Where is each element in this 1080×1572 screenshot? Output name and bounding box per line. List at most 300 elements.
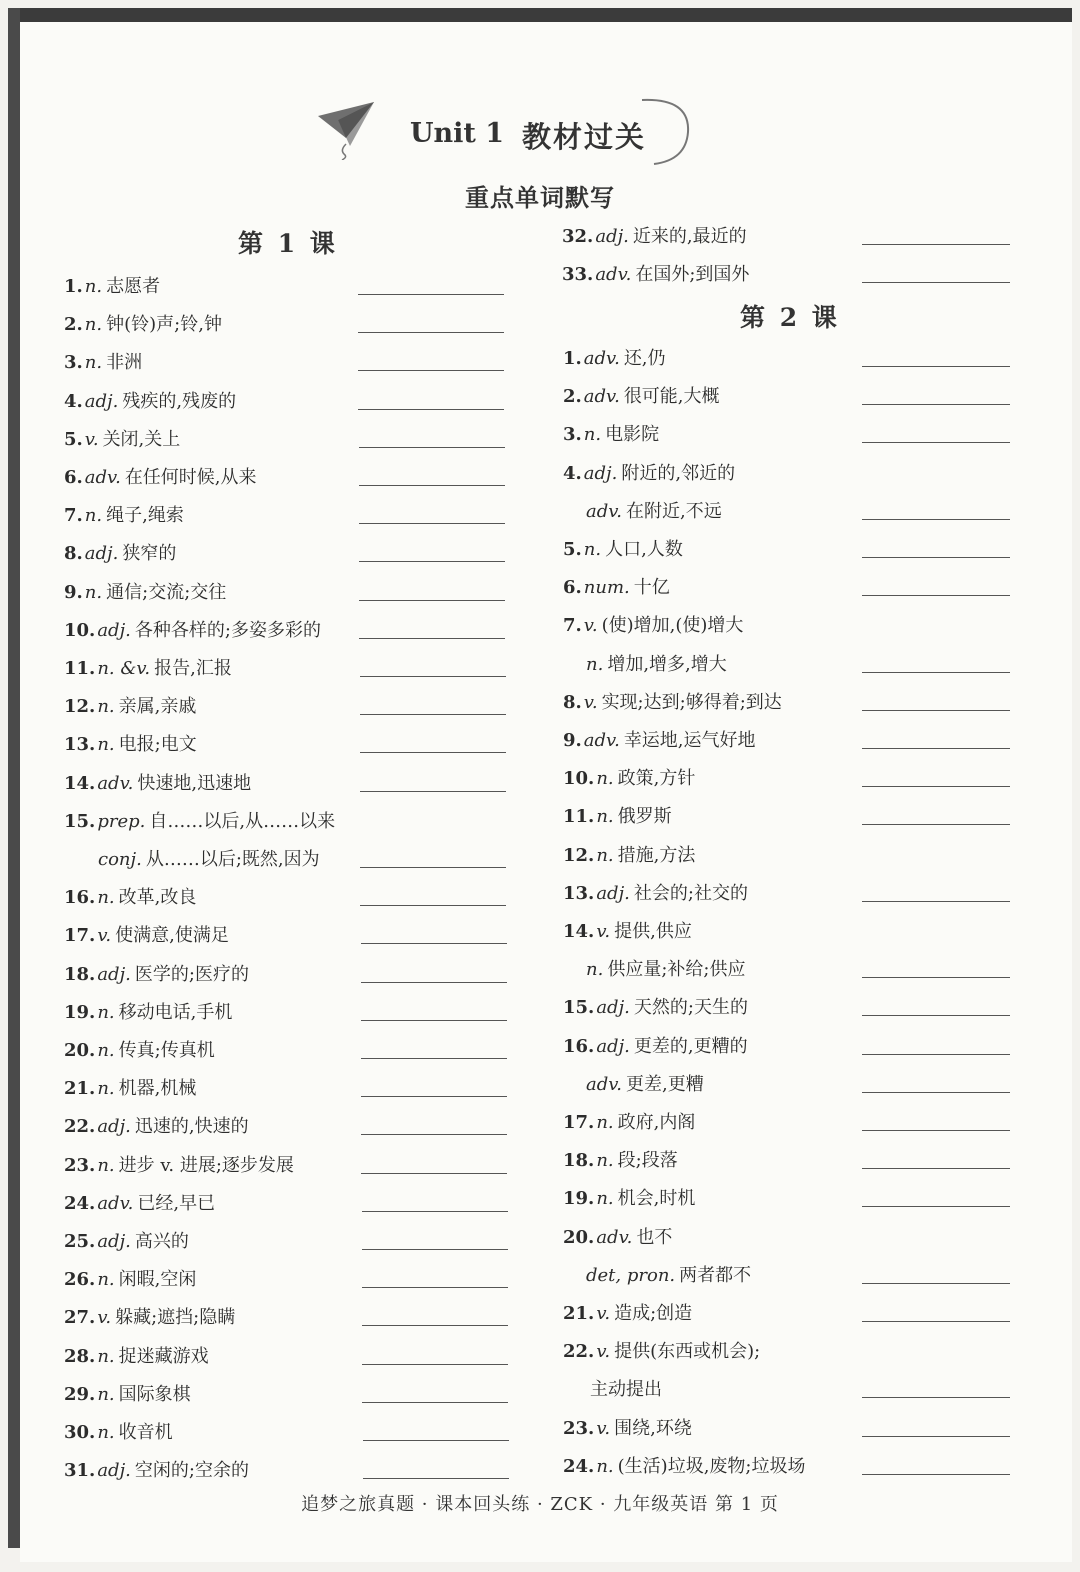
vocab-entry bbox=[64, 1112, 249, 1142]
vocab-entry bbox=[563, 879, 748, 909]
answer-blank[interactable] bbox=[862, 824, 1010, 825]
entry-number: 18. bbox=[64, 963, 96, 985]
definition: 俄罗斯 bbox=[617, 806, 672, 828]
entry-number: 17. bbox=[64, 925, 96, 947]
answer-blank[interactable] bbox=[359, 638, 505, 639]
vocab-entry bbox=[563, 611, 743, 641]
entry-number: 8. bbox=[64, 543, 83, 565]
part-of-speech: n. bbox=[84, 581, 103, 603]
entry-number: 7. bbox=[64, 505, 83, 527]
entry-number: 11. bbox=[563, 806, 595, 828]
part-of-speech: v. bbox=[596, 921, 611, 942]
part-of-speech: n. bbox=[97, 734, 115, 756]
vocab-entry bbox=[563, 841, 695, 871]
definition: 自……以后,从……以来 bbox=[149, 810, 336, 832]
answer-blank[interactable] bbox=[862, 786, 1010, 787]
vocab-entry bbox=[64, 1418, 173, 1448]
entry-number: 19. bbox=[64, 1001, 96, 1023]
part-of-speech: adj. bbox=[583, 462, 618, 484]
vocab-entry bbox=[563, 917, 692, 947]
part-of-speech: n. bbox=[596, 768, 614, 790]
vocab-entry bbox=[64, 960, 249, 990]
entry-number: 22. bbox=[563, 1341, 595, 1363]
vocab-entry bbox=[563, 1299, 692, 1329]
entry-number: 5. bbox=[64, 428, 83, 450]
lesson-1-heading: 第 1 课 bbox=[238, 229, 338, 258]
entry-number: 2. bbox=[64, 314, 83, 336]
part-of-speech: det, pron. bbox=[586, 1264, 676, 1286]
answer-blank[interactable] bbox=[862, 1130, 1010, 1131]
part-of-speech: adv. bbox=[595, 264, 632, 285]
vocab-entry bbox=[64, 501, 184, 531]
vocab-entry bbox=[584, 1375, 662, 1405]
definition: 还,仍 bbox=[623, 348, 666, 369]
answer-blank[interactable] bbox=[359, 561, 505, 562]
answer-blank[interactable] bbox=[359, 523, 505, 524]
answer-blank[interactable] bbox=[862, 1206, 1010, 1207]
entry-number: 28. bbox=[64, 1345, 96, 1367]
entry-number: 9. bbox=[64, 581, 83, 603]
definition: 幸运地,运气好地 bbox=[623, 730, 756, 751]
definition: 闲暇,空闲 bbox=[118, 1269, 197, 1291]
entry-number: 31. bbox=[64, 1460, 96, 1482]
definition: 天然的;天生的 bbox=[633, 997, 748, 1019]
definition: 提供(东西或机会); bbox=[614, 1341, 761, 1363]
vocab-entry bbox=[64, 692, 196, 722]
answer-blank[interactable] bbox=[862, 1168, 1010, 1169]
vocab-entry bbox=[584, 955, 745, 985]
vocab-entry bbox=[64, 463, 257, 493]
unit-title: 教材过关 bbox=[522, 120, 647, 154]
part-of-speech: adv. bbox=[583, 730, 620, 751]
part-of-speech: n. bbox=[97, 1040, 115, 1061]
answer-blank[interactable] bbox=[362, 1211, 508, 1212]
entry-number: 13. bbox=[64, 734, 96, 756]
entry-number: 19. bbox=[563, 1188, 595, 1210]
entry-number: 3. bbox=[64, 352, 83, 374]
definition: 钟(铃)声;铃,钟 bbox=[106, 314, 222, 336]
vocab-entry bbox=[563, 420, 659, 450]
definition: 实现;达到;够得着;到达 bbox=[601, 691, 782, 713]
vocab-entry bbox=[64, 1036, 215, 1066]
definition: 两者都不 bbox=[679, 1264, 752, 1286]
part-of-speech: adj. bbox=[97, 963, 131, 985]
vocab-entry bbox=[563, 726, 756, 756]
vocab-entry bbox=[563, 688, 782, 718]
entry-number: 22. bbox=[64, 1116, 96, 1138]
definition: 造成;创造 bbox=[614, 1303, 693, 1324]
entry-number: 27. bbox=[64, 1307, 96, 1329]
part-of-speech: v. bbox=[84, 428, 99, 450]
answer-blank[interactable] bbox=[361, 1096, 507, 1097]
part-of-speech: n. bbox=[97, 1078, 115, 1100]
entry-number: 21. bbox=[64, 1078, 96, 1100]
definition: 非洲 bbox=[106, 352, 143, 374]
answer-blank[interactable] bbox=[358, 332, 504, 333]
answer-blank[interactable] bbox=[358, 294, 504, 295]
vocab-entry bbox=[563, 1184, 695, 1214]
entry-number: 8. bbox=[563, 691, 582, 713]
definition: 附近的,邻近的 bbox=[621, 462, 736, 484]
entry-number: 25. bbox=[64, 1231, 96, 1252]
definition: 围绕,环绕 bbox=[614, 1417, 692, 1439]
answer-blank[interactable] bbox=[862, 282, 1010, 283]
definition: 躲藏;遮挡;隐瞒 bbox=[115, 1307, 236, 1329]
vocab-entry bbox=[64, 1151, 294, 1181]
entry-number: 14. bbox=[64, 772, 96, 794]
vocab-entry bbox=[64, 1074, 196, 1104]
definition: 很可能,大概 bbox=[623, 386, 720, 408]
vocab-entry bbox=[64, 769, 251, 799]
vocab-entry bbox=[64, 387, 236, 417]
answer-blank[interactable] bbox=[360, 752, 506, 753]
part-of-speech: v. bbox=[596, 1417, 611, 1439]
section-subtitle: 重点单词默写 bbox=[465, 183, 615, 212]
part-of-speech: n. bbox=[84, 276, 103, 297]
answer-blank[interactable] bbox=[862, 1397, 1010, 1398]
entry-number: 23. bbox=[563, 1417, 595, 1439]
part-of-speech: adj. bbox=[84, 390, 119, 412]
definition: 政府,内阁 bbox=[617, 1112, 696, 1133]
vocab-entry bbox=[64, 1303, 235, 1333]
definition: 国际象棋 bbox=[118, 1383, 191, 1405]
vocab-entry bbox=[64, 310, 222, 340]
part-of-speech: n. bbox=[596, 806, 614, 828]
part-of-speech: v. bbox=[583, 615, 598, 637]
definition: 措施,方法 bbox=[617, 844, 696, 866]
definition: 通信;交流;交往 bbox=[106, 581, 227, 603]
answer-blank[interactable] bbox=[360, 867, 506, 868]
definition: (生活)垃圾,废物;垃圾场 bbox=[617, 1455, 806, 1477]
answer-blank[interactable] bbox=[862, 1321, 1010, 1322]
definition: 空闲的;空余的 bbox=[134, 1460, 249, 1482]
definition: 传真;传真机 bbox=[118, 1040, 215, 1061]
answer-blank[interactable] bbox=[360, 905, 506, 906]
vocab-entry bbox=[64, 425, 180, 455]
definition: 在任何时候,从来 bbox=[124, 467, 257, 488]
answer-blank[interactable] bbox=[862, 442, 1010, 443]
answer-blank[interactable] bbox=[862, 1054, 1010, 1055]
answer-blank[interactable] bbox=[862, 1436, 1010, 1437]
vocab-entry bbox=[563, 802, 672, 832]
answer-blank[interactable] bbox=[362, 1325, 508, 1326]
answer-blank[interactable] bbox=[862, 366, 1010, 367]
part-of-speech: adv. bbox=[586, 500, 623, 522]
answer-blank[interactable] bbox=[362, 1287, 508, 1288]
answer-blank[interactable] bbox=[361, 1020, 507, 1021]
entry-number: 15. bbox=[563, 997, 595, 1019]
vocab-entry bbox=[64, 1189, 215, 1219]
vocab-entry bbox=[563, 459, 735, 489]
definition: 社会的;社交的 bbox=[633, 882, 748, 904]
answer-blank[interactable] bbox=[862, 557, 1010, 558]
header-bracket bbox=[640, 96, 696, 166]
answer-blank[interactable] bbox=[359, 600, 505, 601]
definition: 政策,方针 bbox=[617, 768, 696, 790]
answer-blank[interactable] bbox=[862, 1283, 1010, 1284]
vocab-entry bbox=[64, 883, 196, 913]
answer-blank[interactable] bbox=[862, 1015, 1010, 1016]
vocab-entry bbox=[584, 1261, 751, 1291]
vocab-entry bbox=[64, 730, 197, 760]
vocab-entry bbox=[584, 650, 727, 680]
answer-blank[interactable] bbox=[862, 404, 1010, 405]
definition: 高兴的 bbox=[134, 1231, 189, 1252]
scan-left-edge bbox=[8, 8, 20, 1548]
entry-number: 16. bbox=[64, 887, 96, 909]
vocab-entry bbox=[563, 1414, 692, 1444]
vocab-entry bbox=[562, 222, 747, 252]
entry-number: 18. bbox=[563, 1150, 595, 1172]
entry-number: 2. bbox=[563, 386, 582, 408]
scan-top-edge bbox=[8, 8, 1072, 22]
part-of-speech: v. bbox=[583, 691, 598, 713]
definition: 段;段落 bbox=[617, 1150, 678, 1172]
definition: 人口,人数 bbox=[605, 539, 683, 560]
vocab-entry bbox=[563, 344, 666, 374]
part-of-speech: adv. bbox=[583, 386, 620, 408]
unit-label: Unit 1 bbox=[410, 118, 505, 149]
vocab-entry bbox=[584, 497, 722, 527]
vocab-entry bbox=[563, 1452, 806, 1482]
entry-number: 21. bbox=[563, 1303, 595, 1324]
definition: 也不 bbox=[636, 1226, 673, 1248]
vocab-entry bbox=[64, 348, 142, 378]
part-of-speech: v. bbox=[97, 1307, 112, 1329]
definition: 残疾的,残废的 bbox=[122, 390, 237, 412]
definition: 更差,更糟 bbox=[626, 1073, 704, 1095]
vocab-entry bbox=[64, 807, 335, 837]
answer-blank[interactable] bbox=[361, 982, 507, 983]
part-of-speech: n. bbox=[586, 653, 604, 675]
entry-number: 6. bbox=[563, 577, 582, 599]
entry-number: 32. bbox=[562, 226, 594, 247]
definition: 十亿 bbox=[633, 577, 670, 599]
definition: 捉迷藏游戏 bbox=[118, 1345, 209, 1367]
answer-blank[interactable] bbox=[361, 1058, 507, 1059]
definition: 收音机 bbox=[118, 1422, 173, 1443]
entry-number: 13. bbox=[563, 882, 595, 904]
entry-number: 11. bbox=[64, 658, 96, 679]
entry-number: 26. bbox=[64, 1269, 96, 1291]
part-of-speech: v. bbox=[596, 1303, 611, 1324]
vocab-entry bbox=[64, 1342, 209, 1372]
entry-number: 3. bbox=[563, 424, 582, 446]
definition: 已经,早已 bbox=[137, 1192, 216, 1214]
entry-number: 10. bbox=[563, 768, 595, 790]
vocab-entry bbox=[563, 1108, 695, 1138]
part-of-speech: adv. bbox=[583, 348, 620, 369]
definition: 狭窄的 bbox=[122, 543, 177, 565]
part-of-speech: n. bbox=[84, 505, 103, 527]
answer-blank[interactable] bbox=[862, 1092, 1010, 1093]
part-of-speech: adv. bbox=[84, 467, 121, 488]
part-of-speech: n. bbox=[586, 959, 604, 981]
part-of-speech: adj. bbox=[97, 1231, 131, 1252]
part-of-speech: adv. bbox=[97, 772, 134, 794]
definition: 主动提出 bbox=[590, 1379, 662, 1401]
part-of-speech: n. bbox=[97, 1422, 115, 1443]
vocab-entry bbox=[563, 535, 683, 565]
answer-blank[interactable] bbox=[361, 1134, 507, 1135]
answer-blank[interactable] bbox=[862, 519, 1010, 520]
part-of-speech: n. bbox=[97, 887, 115, 909]
part-of-speech: adj. bbox=[97, 1116, 131, 1138]
vocab-entry bbox=[64, 578, 226, 608]
definition: 在附近,不远 bbox=[626, 500, 722, 522]
entry-number: 4. bbox=[563, 462, 582, 484]
answer-blank[interactable] bbox=[862, 710, 1010, 711]
page-footer: 追梦之旅真题 · 课本回头练 · ZCK · 九年级英语 第 1 页 bbox=[301, 1494, 779, 1515]
definition: 近来的,最近的 bbox=[632, 226, 747, 247]
part-of-speech: conj. bbox=[98, 849, 142, 870]
definition: 医学的;医疗的 bbox=[134, 963, 249, 985]
vocab-entry bbox=[563, 1146, 678, 1176]
vocab-entry bbox=[64, 654, 232, 684]
unit-header bbox=[300, 92, 700, 170]
part-of-speech: n. bbox=[84, 314, 103, 336]
part-of-speech: prep. bbox=[97, 810, 146, 832]
part-of-speech: n. bbox=[596, 1455, 614, 1477]
answer-blank[interactable] bbox=[358, 370, 504, 371]
part-of-speech: v. bbox=[97, 925, 112, 947]
entry-number: 30. bbox=[64, 1422, 96, 1443]
definition: 亲属,亲戚 bbox=[118, 696, 197, 718]
part-of-speech: n. bbox=[84, 352, 103, 374]
part-of-speech: adj. bbox=[97, 1460, 131, 1482]
entry-number: 20. bbox=[64, 1040, 96, 1061]
entry-number: 14. bbox=[563, 921, 595, 942]
answer-blank[interactable] bbox=[360, 791, 506, 792]
vocab-entry bbox=[64, 539, 176, 569]
entry-number: 23. bbox=[64, 1154, 96, 1176]
definition: 迅速的,快速的 bbox=[134, 1116, 249, 1138]
part-of-speech: num. bbox=[583, 577, 630, 599]
answer-blank[interactable] bbox=[359, 447, 505, 448]
vocab-entry bbox=[64, 1456, 249, 1486]
definition: 移动电话,手机 bbox=[118, 1001, 233, 1023]
part-of-speech: n. bbox=[583, 424, 602, 446]
definition: 进步 v. 进展;逐步发展 bbox=[118, 1154, 294, 1176]
answer-blank[interactable] bbox=[362, 1402, 508, 1403]
part-of-speech: n. bbox=[596, 1188, 614, 1210]
answer-blank[interactable] bbox=[361, 1173, 507, 1174]
part-of-speech: n. &v. bbox=[97, 658, 151, 679]
answer-blank[interactable] bbox=[362, 1249, 508, 1250]
definition: 改革,改良 bbox=[118, 887, 197, 909]
definition: 供应量;补给;供应 bbox=[607, 959, 746, 981]
definition: 各种各样的;多姿多彩的 bbox=[134, 619, 321, 641]
vocab-entry bbox=[562, 260, 749, 290]
part-of-speech: n. bbox=[97, 1269, 115, 1291]
entry-number: 17. bbox=[563, 1112, 595, 1133]
answer-blank[interactable] bbox=[359, 485, 505, 486]
part-of-speech: adv. bbox=[596, 1226, 633, 1248]
definition: 更差的,更糟的 bbox=[633, 1035, 748, 1057]
entry-number: 15. bbox=[64, 810, 96, 832]
paper-plane-icon bbox=[316, 98, 380, 160]
vocab-entry bbox=[563, 382, 720, 412]
vocab-entry bbox=[64, 921, 229, 951]
answer-blank[interactable] bbox=[862, 672, 1010, 673]
entry-number: 24. bbox=[64, 1192, 96, 1214]
vocab-entry bbox=[64, 272, 160, 302]
answer-blank[interactable] bbox=[862, 901, 1010, 902]
entry-number: 4. bbox=[64, 390, 83, 412]
definition: (使)增加,(使)增大 bbox=[601, 615, 744, 637]
entry-number: 29. bbox=[64, 1383, 96, 1405]
answer-blank[interactable] bbox=[862, 748, 1010, 749]
definition: 电报;电文 bbox=[118, 734, 197, 756]
entry-number: 10. bbox=[64, 619, 96, 641]
entry-number: 1. bbox=[563, 348, 582, 369]
part-of-speech: n. bbox=[97, 1345, 115, 1367]
part-of-speech: n. bbox=[97, 696, 115, 718]
part-of-speech: n. bbox=[596, 1150, 614, 1172]
definition: 从……以后;既然,因为 bbox=[145, 849, 320, 870]
vocab-entry bbox=[563, 573, 670, 603]
answer-blank[interactable] bbox=[361, 943, 507, 944]
part-of-speech: adj. bbox=[596, 1035, 630, 1057]
part-of-speech: n. bbox=[97, 1154, 115, 1176]
entry-number: 24. bbox=[563, 1455, 595, 1477]
answer-blank[interactable] bbox=[358, 409, 504, 410]
part-of-speech: n. bbox=[596, 844, 614, 866]
answer-blank[interactable] bbox=[862, 595, 1010, 596]
answer-blank[interactable] bbox=[862, 244, 1010, 245]
entry-number: 6. bbox=[64, 467, 83, 488]
part-of-speech: adj. bbox=[97, 619, 131, 641]
vocab-entry bbox=[563, 1032, 748, 1062]
entry-number: 20. bbox=[563, 1226, 595, 1248]
entry-number: 7. bbox=[563, 615, 582, 637]
part-of-speech: adj. bbox=[84, 543, 119, 565]
definition: 电影院 bbox=[605, 424, 660, 446]
entry-number: 16. bbox=[563, 1035, 595, 1057]
part-of-speech: adj. bbox=[595, 226, 629, 247]
vocab-entry bbox=[584, 1070, 704, 1100]
answer-blank[interactable] bbox=[362, 1364, 508, 1365]
definition: 志愿者 bbox=[106, 276, 161, 297]
vocab-entry bbox=[563, 764, 695, 794]
answer-blank[interactable] bbox=[360, 714, 506, 715]
part-of-speech: n. bbox=[97, 1383, 115, 1405]
entry-number: 5. bbox=[563, 539, 582, 560]
part-of-speech: n. bbox=[97, 1001, 115, 1023]
definition: 使满意,使满足 bbox=[115, 925, 229, 947]
entry-number: 9. bbox=[563, 730, 582, 751]
answer-blank[interactable] bbox=[862, 1474, 1010, 1475]
answer-blank[interactable] bbox=[862, 977, 1010, 978]
answer-blank[interactable] bbox=[363, 1478, 509, 1479]
vocab-entry bbox=[64, 1380, 191, 1410]
definition: 机器,机械 bbox=[118, 1078, 197, 1100]
definition: 关闭,关上 bbox=[102, 428, 181, 450]
definition: 报告,汇报 bbox=[154, 658, 232, 679]
definition: 在国外;到国外 bbox=[635, 264, 750, 285]
vocab-entry bbox=[64, 616, 321, 646]
part-of-speech: n. bbox=[583, 539, 602, 560]
vocab-entry bbox=[64, 998, 232, 1028]
answer-blank[interactable] bbox=[363, 1440, 509, 1441]
definition: 机会,时机 bbox=[617, 1188, 696, 1210]
definition: 增加,增多,增大 bbox=[607, 653, 727, 675]
entry-number: 12. bbox=[563, 844, 595, 866]
answer-blank[interactable] bbox=[360, 676, 506, 677]
entry-number: 12. bbox=[64, 696, 96, 718]
part-of-speech: adj. bbox=[596, 997, 630, 1019]
definition: 提供,供应 bbox=[614, 921, 692, 942]
